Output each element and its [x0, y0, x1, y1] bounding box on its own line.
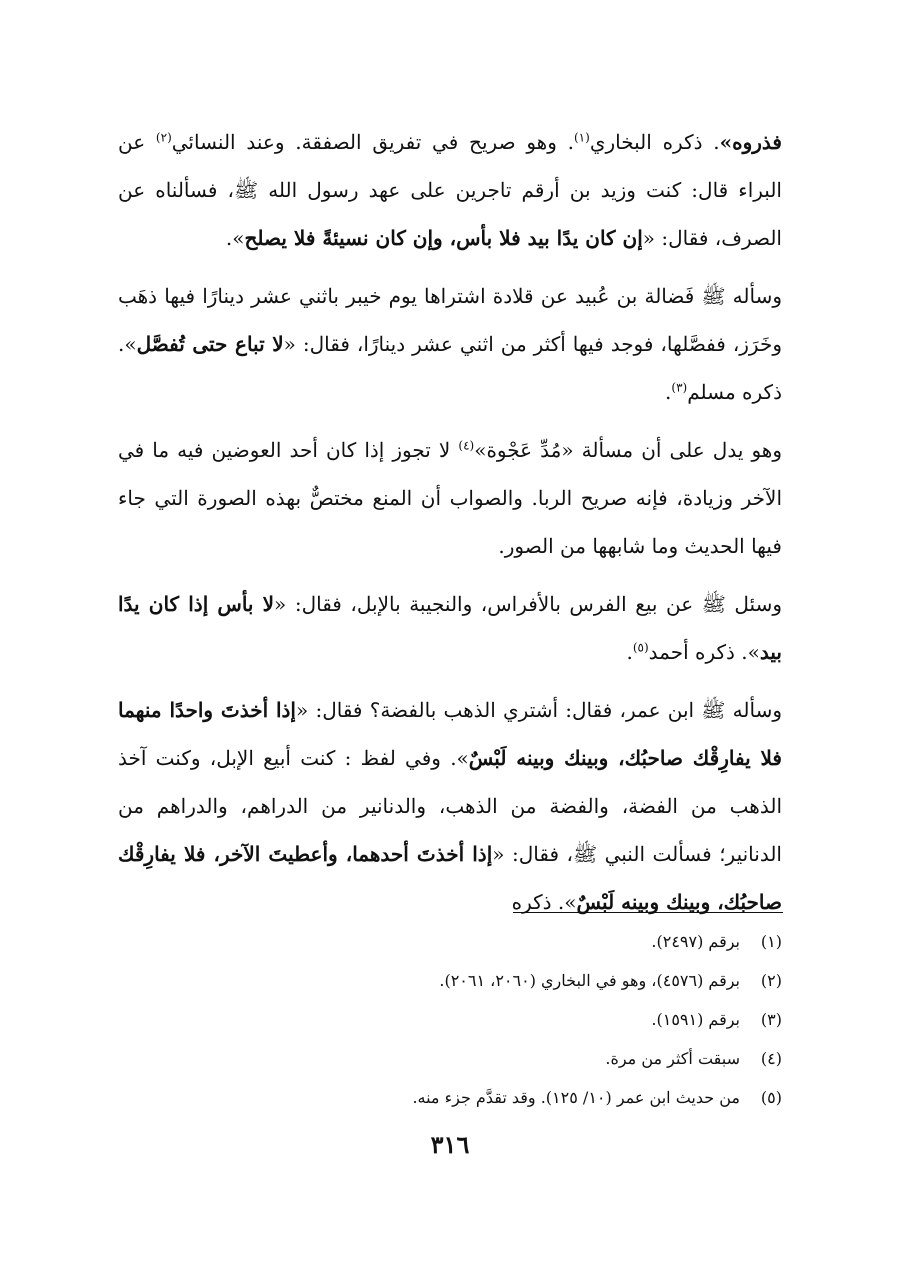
footnote — [118, 1000, 782, 1039]
footnote-number: (٣) — [760, 1010, 782, 1029]
paragraph — [118, 426, 782, 570]
footnote-number: (١) — [760, 932, 782, 951]
footnote-text: برقم (٢٤٩٧). — [651, 932, 740, 951]
footnote-text: من حديث ابن عمر (١٠/ ١٢٥). وقد تقدَّم جزء منه. — [412, 1088, 740, 1107]
text-run: . — [665, 380, 672, 404]
hadith-quote: لا تباع حتى تُفصَّل — [136, 332, 284, 356]
footnotes — [118, 922, 782, 1117]
text-run: وسأله ﷺ ابن عمر، فقال: أشتري الذهب بالفضة؟ فقال: « — [296, 698, 783, 722]
text-run: وهو يدل على أن مسألة «مُدِّ عَجْوة» — [474, 438, 782, 462]
footnote — [118, 961, 782, 1000]
footnote — [118, 1078, 782, 1117]
footnote — [118, 922, 782, 961]
paragraph — [118, 118, 782, 262]
text-run: . وهو صريح في تفريق الصفقة. وعند النسائي — [171, 130, 574, 154]
text-run: ». ذكره مسلم — [118, 332, 782, 404]
hadith-quote: إذا أخذتَ أحدهما، وأعطيتَ الآخر، فلا يفارِقْك صاحبُك، وبينك وبينه لَبْسٌ — [118, 842, 782, 914]
footnote-ref: (٥) — [632, 640, 649, 655]
text-run: ». — [225, 226, 245, 250]
paragraph — [118, 272, 782, 416]
footnote-number: (٢) — [760, 971, 782, 990]
text-run: ». ذكره أحمد — [648, 640, 760, 664]
paragraph — [118, 580, 782, 676]
footnote-number: (٥) — [760, 1088, 782, 1107]
text-run: ». وفي لفظ : كنت أبيع الإبل، وكنت آخذ الذهب من الفضة، والفضة من الذهب، والدنانير من الدراهم، والدراهم من الدنانير؛ فسألت النبي ﷺ، فقال: « — [118, 746, 782, 866]
footnote-ref: (١) — [573, 130, 590, 145]
text-run: وسأله ﷺ فَضالة بن عُبيد عن قلادة اشتراها يوم خيبر باثني عشر دينارًا فيها ذهَب وخَرَز، ففصَّلها، فوجد فيها أكثر من اثني عشر دينارًا، فقال: « — [118, 284, 782, 356]
text-run: عن البراء قال: كنت وزيد بن أرقم تاجرين على عهد رسول الله ﷺ، فسألناه عن الصرف، فقال: « — [118, 130, 782, 250]
hadith-quote: لا بأس إذا كان يدًا بيد — [118, 592, 782, 664]
hadith-quote: إذا أخذتَ واحدًا منهما فلا يفارِقْك صاحبُك، وبينك وبينه لَبْسٌ — [118, 698, 782, 770]
footnote-text: برقم (١٥٩١). — [651, 1010, 740, 1029]
footnote-number: (٤) — [760, 1049, 782, 1068]
main-text — [118, 118, 782, 936]
text-run: . ذكره البخاري — [589, 130, 720, 154]
text-run: وسئل ﷺ عن بيع الفرس بالأفراس، والنجيبة بالإبل، فقال: « — [274, 592, 782, 616]
footnote — [118, 1039, 782, 1078]
text-run: ». ذكره — [511, 890, 577, 914]
text-run: لا تجوز إذا كان أحد العوضين فيه ما في الآخر وزيادة، فإنه صريح الربا. والصواب أن المنع مختصٌّ بهذه الصورة التي جاء فيها الحديث وما شابهها من الصور. — [118, 438, 782, 558]
footnote-text: برقم (٤٥٧٦)، وهو في البخاري (٢٠٦٠، ٢٠٦١). — [439, 971, 740, 990]
footnote-ref: (٤) — [458, 438, 475, 453]
text-run: . — [626, 640, 633, 664]
hadith-quote: إن كان يدًا بيد فلا بأس، وإن كان نسيئةً فلا يصلح — [244, 226, 643, 250]
footnote-ref: (٣) — [671, 380, 688, 395]
paragraph — [118, 686, 782, 926]
footnote-separator — [513, 912, 783, 913]
footnote-text: سبقت أكثر من مرة. — [605, 1049, 740, 1068]
hadith-quote: فذروه» — [719, 130, 782, 154]
page-number: ٣١٦ — [430, 1130, 470, 1159]
footnote-ref: (٢) — [155, 130, 172, 145]
